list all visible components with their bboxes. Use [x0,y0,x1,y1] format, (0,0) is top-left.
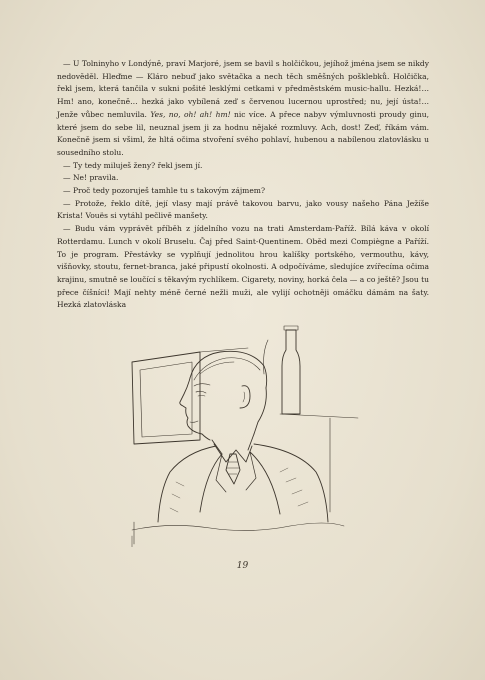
jacket-right [250,452,280,514]
face-profile [180,378,210,440]
paragraph-5: — Protože, řeklo dítě, její vlasy mají právě takovou barvu, jako vousy našeho Pána Ježíše Krista! Vouës si vytáhl pečlivě manšety. [57,198,429,221]
paragraph-6: — Budu vám vyprávět příběh z jídelního vozu na trati Amsterdam-Paříž. Bílá káva v okolí Rotterdamu. Lunch v okolí Bruselu. Čaj před Saint-Quentinem. Oběd mezi Compiègne a Paříží. To je program. Přestávky se vyplňují jednolitou hrou kalíšky portského, vermouthu, kávy, višňovky, stoutu, fernet-branca, jaké připustí okolnosti. A odpočíváme, sledujíce zvířecíma očima krajinu, smutně se loučící s těkavým rychlíkem. Cigarety, noviny, horká čela — a co ještě? Jsou tu přece číšníci! Mají nehty méně černé nežli muži, ale vylijí ochotněji omáčku dámám na šaty. Hezká zlatovláska [57,224,429,310]
paragraph-1 [57,58,429,160]
portrait-illustration [130,322,360,547]
paragraph-1-italic: Yes, no, oh! ah! hm! [150,109,231,119]
paragraph-2: — Ty tedy miluješ ženy? řekl jsem jí. [63,160,203,170]
paragraph-1-tail: nic více. A přece nabyv výmluvnosti proudy ginu, které jsem do sebe lil, neuznal jsem ji za hodnu nějaké rozmluvy. Ach, dost! Zeď, říkám vám. Konečně jsem si všiml, že hltá očima stvoření svého pohlaví, hubenou a nabílenou zlatovlásku u sousedního stolu. [57,109,429,157]
tie-outline [226,454,240,484]
paragraph-1-lead: — U Tolninyho v Londýně, praví Marjoré, jsem se bavil s holčičkou, jejíhož jména jsem se nikdy nedověděl. Hleďme — Kláro nebuď jako světačka a nech těch směšných pošklebků. Holčička, řekl jsem, která tančila v sukni pošité lesklými cetkami v předměstském music-hallu. Hezká!… Hm! ano, konečně… hezká jako vybílená zeď s červenou lucernou uprostřed; nu, její ústa!… Jenže vůbec nemluvila. [57,59,429,119]
collar-outline [214,444,252,462]
page-number: 19 [236,561,249,571]
paragraph-4: — Proč tedy pozoruješ tamhle tu s takovým zájmem? [63,186,265,196]
body-text [57,58,429,312]
paragraph-3: — Ne! pravila. [63,173,119,183]
portrait-drawing [130,322,360,547]
ear-outline [240,386,250,408]
bottle-outline [282,330,300,414]
